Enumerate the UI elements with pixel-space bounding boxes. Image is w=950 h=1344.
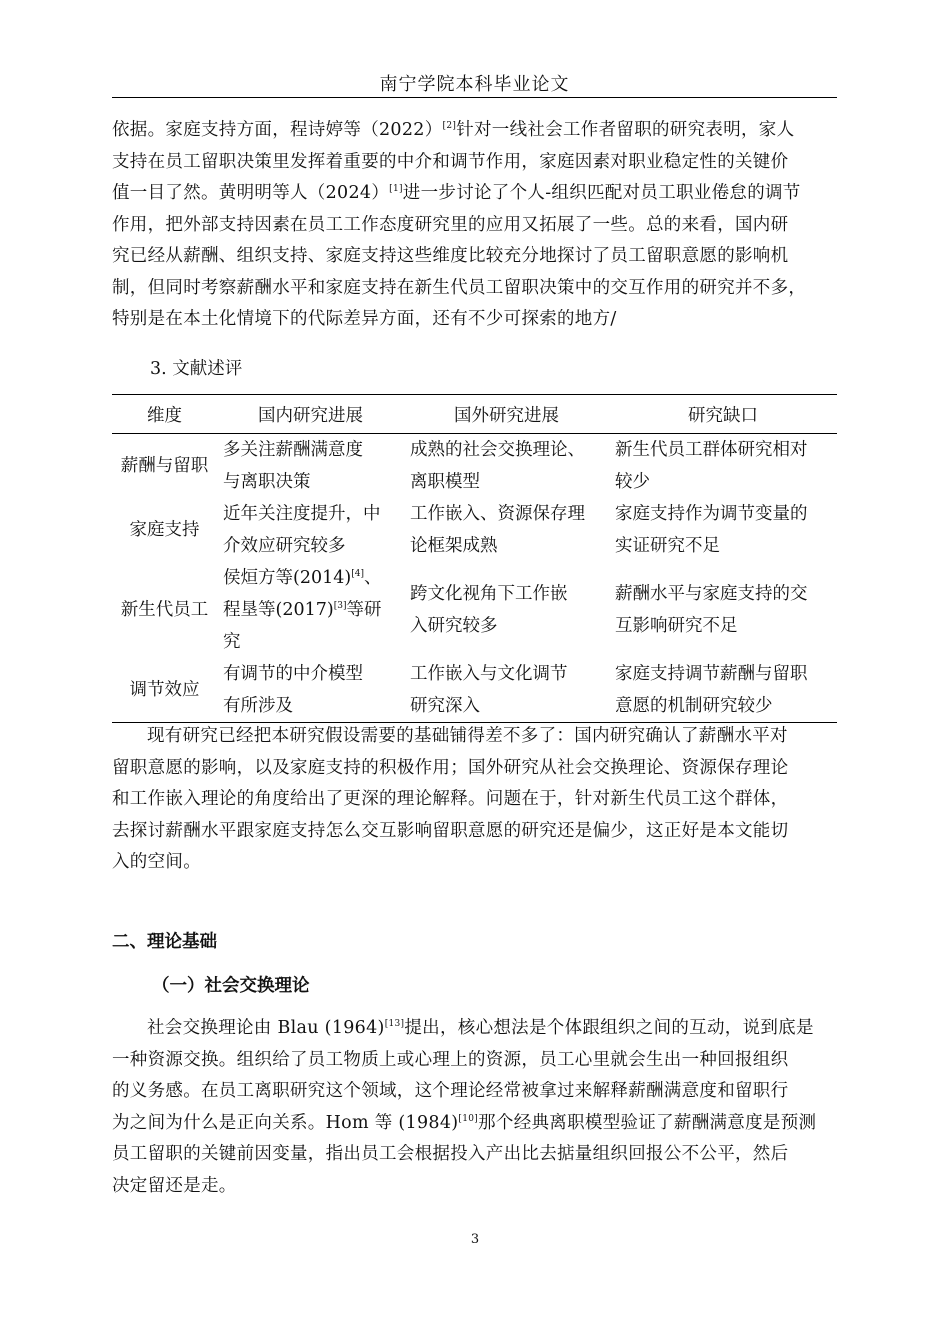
- cell-foreign: 跨文化视角下工作嵌 入研究较多: [410, 584, 568, 636]
- cell-foreign: 工作嵌入与文化调节 研究深入: [404, 658, 609, 723]
- text-line: 去探讨薪酬水平跟家庭支持怎么交互影响留职意愿的研究还是偏少，这正好是本文能切: [112, 820, 789, 841]
- text-line: 留职意愿的影响，以及家庭支持的积极作用；国外研究从社会交换理论、资源保存理论: [112, 757, 789, 778]
- table-row: [112, 498, 837, 562]
- section-heading-theory: 二、理论基础: [112, 932, 217, 952]
- text-line: 制，但同时考察薪酬水平和家庭支持在新生代员工留职决策中的交互作用的研究并不多，: [112, 277, 807, 298]
- table-row: [112, 434, 837, 499]
- text-line: 作用，把外部支持因素在员工工作态度研究里的应用又拓展了一些。总的来看，国内研: [112, 214, 789, 235]
- text-line: 特别是在本土化情境下的代际差异方面，还有不少可探索的地方/: [112, 309, 617, 329]
- text-line: 一种资源交换。组织给了员工物质上或心理上的资源，员工心里就会生出一种回报组织: [112, 1049, 789, 1070]
- text-line: 员工留职的关键前因变量，指出员工会根据投入产出比去掂量组织回报公不公平，然后: [112, 1144, 789, 1164]
- column-header: 研究缺口: [609, 395, 837, 434]
- text-line: 为之间为什么是正向关系。Hom 等 (1984)[10]那个经典离职模型验证了薪酬满意度是预测: [112, 1112, 817, 1133]
- cell-domestic: 近年关注度提升，中 介效应研究较多: [223, 504, 381, 556]
- text-line: 社会交换理论由 Blau (1964)[13]提出，核心想法是个体跟组织之间的互动，说到底是: [147, 1018, 814, 1038]
- text-line: 究已经从薪酬、组织支持、家庭支持这些维度比较充分地探讨了员工留职意愿的影响机: [112, 246, 789, 266]
- column-header: 国外研究进展: [404, 395, 609, 434]
- cell-domestic: 多关注薪酬满意度 与离职决策: [223, 440, 363, 492]
- table-row: [112, 562, 837, 658]
- citation-ref: [2]: [442, 121, 457, 131]
- running-header: 南宁学院本科毕业论文: [379, 74, 570, 95]
- text-line: 现有研究已经把本研究假设需要的基础铺得差不多了：国内研究确认了薪酬水平对: [147, 726, 788, 746]
- column-header: 维度: [112, 395, 217, 434]
- cell-gap: 家庭支持调节薪酬与留职 意愿的机制研究较少: [609, 658, 837, 723]
- column-header: 国内研究进展: [217, 395, 404, 434]
- text-line: 决定留还是走。: [112, 1175, 237, 1196]
- cell-dimension: 调节效应: [112, 658, 217, 723]
- text-line: 依据。家庭支持方面，程诗婷等（2022）[2]针对一线社会工作者留职的研究表明，家人: [112, 120, 795, 140]
- text-line: 入的空间。: [112, 852, 201, 872]
- cell-gap: 新生代员工群体研究相对 较少: [615, 440, 808, 492]
- cell-domestic: 侯烜方等(2014)[4]、 程垦等(2017)[3]等研 究: [223, 568, 382, 652]
- paragraph-domestic-research: [112, 115, 837, 336]
- text-line: 值一目了然。黄明明等人（2024）[1]进一步讨论了个人-组织匹配对员工职业倦怠的调节: [112, 183, 801, 203]
- literature-review-table: [112, 394, 837, 723]
- cell-foreign: 成熟的社会交换理论、 离职模型: [410, 440, 585, 492]
- table-header-row: [112, 395, 837, 434]
- header-divider: [112, 97, 837, 98]
- citation-ref: [13]: [384, 1019, 405, 1029]
- cell-dimension: 家庭支持: [129, 520, 200, 540]
- citation-ref: [1]: [389, 184, 403, 194]
- table-row: [112, 658, 837, 723]
- cell-gap: 家庭支持作为调节变量的 实证研究不足: [615, 504, 808, 556]
- cell-foreign: 工作嵌入、资源保存理 论框架成熟: [410, 504, 585, 556]
- text-line: 支持在员工留职决策里发挥着重要的中介和调节作用，家庭因素对职业稳定性的关键价: [112, 151, 789, 172]
- section-heading-literature-review: 3. 文献述评: [150, 359, 243, 379]
- citation-ref: [10]: [458, 1113, 479, 1124]
- subsection-heading-social-exchange: （一）社会交换理论: [152, 976, 310, 996]
- cell-dimension: 薪酬与留职: [120, 456, 209, 476]
- paragraph-review-summary: [112, 721, 837, 879]
- paragraph-social-exchange: [112, 1013, 837, 1202]
- cell-dimension: 新生代员工: [120, 600, 209, 620]
- citation-ref: [4]: [351, 569, 364, 579]
- page-number: 3: [470, 1232, 480, 1247]
- text-line: 和工作嵌入理论的角度给出了更深的理论解释。问题在于，针对新生代员工这个群体，: [112, 789, 789, 809]
- citation-ref: [3]: [333, 601, 347, 611]
- text-line: 的义务感。在员工离职研究这个领域，这个理论经常被拿过来解释薪酬满意度和留职行: [112, 1081, 789, 1101]
- cell-gap: 薪酬水平与家庭支持的交 互影响研究不足: [615, 584, 808, 636]
- cell-domestic: 有调节的中介模型 有所涉及: [217, 658, 404, 723]
